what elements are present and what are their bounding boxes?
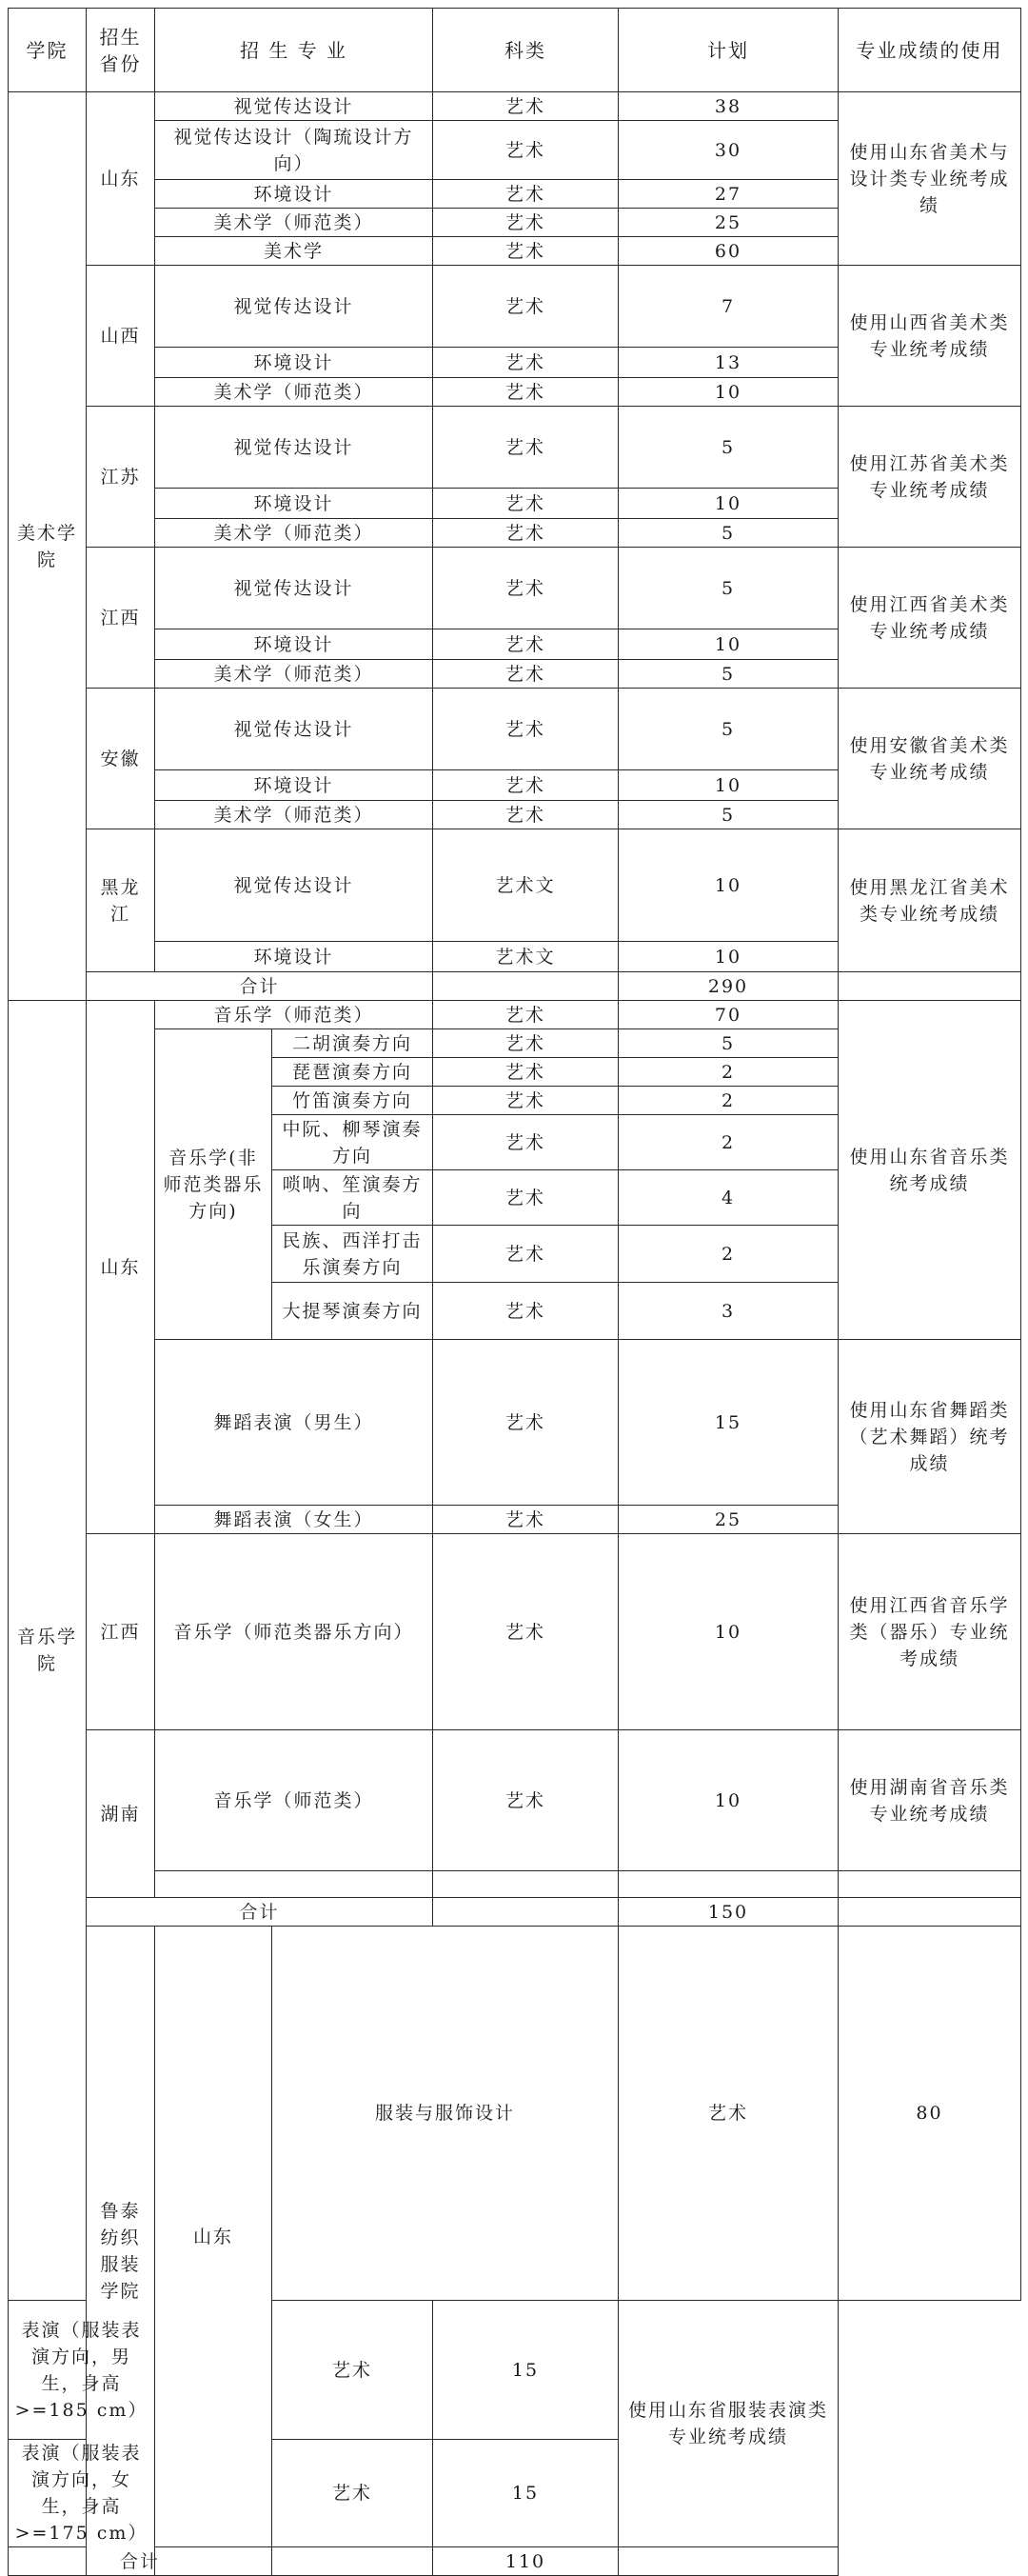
spacer-cell [619,1871,839,1898]
major-cell: 音乐学（师范类） [155,1730,433,1871]
major-cell: 环境设计 [155,629,433,660]
category-cell: 艺术 [433,1506,619,1534]
plan-cell: 5 [619,1029,839,1058]
table-row [9,1871,1021,1898]
usage-cell: 使用黑龙江省美术类专业统考成绩 [839,829,1021,972]
major-cell: 表演（服装表演方向，男生，身高>=185 cm） [9,2301,155,2440]
direction-cell: 琵琶演奏方向 [272,1058,433,1087]
province-name: 湖南 [87,1730,155,1898]
plan-cell: 3 [619,1283,839,1340]
plan-cell: 5 [619,801,839,829]
major-cell: 环境设计 [155,348,433,378]
category-cell: 艺术 [433,1340,619,1506]
spacer-cell [155,1871,433,1898]
major-cell: 表演（服装表演方向，女生，身高>=175 cm） [9,2440,155,2547]
province-name: 江西 [87,548,155,689]
table-row [9,266,1021,348]
total-usage-empty [839,972,1021,1001]
province-name: 江西 [87,1534,155,1730]
plan-cell: 4 [619,1170,839,1226]
usage-cell: 使用江苏省美术类专业统考成绩 [839,407,1021,548]
plan-cell: 80 [839,1927,1021,2301]
total-usage-empty [839,1898,1021,1927]
category-cell: 艺术 [433,121,619,180]
major-cell: 舞蹈表演（女生） [155,1506,433,1534]
header-major: 招 生 专 业 [155,9,433,92]
admission-plan-document [8,8,1020,2572]
major-cell: 环境设计 [155,489,433,519]
college-name: 鲁泰纺织服装学院 [87,1927,155,2576]
major-cell: 视觉传达设计（陶琉设计方向） [155,121,433,180]
usage-cell: 使用江西省音乐学类（器乐）专业统考成绩 [839,1534,1021,1730]
category-cell: 艺术 [433,348,619,378]
header-province: 招生省份 [87,9,155,92]
major-cell: 音乐学（师范类器乐方向） [155,1534,433,1730]
total-row [9,972,1021,1001]
major-cell: 美术学（师范类） [155,519,433,548]
table-row [9,407,1021,489]
plan-cell: 15 [433,2440,619,2547]
category-cell: 艺术 [433,92,619,121]
major-cell: 环境设计 [155,770,433,801]
major-cell: 音乐学（师范类） [155,1001,433,1029]
category-cell: 艺术 [433,1534,619,1730]
total-usage-empty [619,2547,839,2576]
direction-cell: 唢呐、笙演奏方向 [272,1170,433,1226]
major-cell: 美术学（师范类） [155,209,433,237]
table-row [9,1001,1021,1029]
spacer-cell [839,1871,1021,1898]
usage-cell: 使用山东省服装表演类专业统考成绩 [619,2301,839,2547]
direction-cell: 二胡演奏方向 [272,1029,433,1058]
category-cell: 艺术 [433,1283,619,1340]
usage-cell: 使用山西省美术类专业统考成绩 [839,266,1021,407]
province-name: 江苏 [87,407,155,548]
table-row [9,1730,1021,1871]
direction-cell: 民族、西洋打击乐演奏方向 [272,1226,433,1283]
header-college: 学院 [9,9,87,92]
category-cell: 艺术 [433,1226,619,1283]
plan-cell: 15 [433,2301,619,2440]
plan-cell: 2 [619,1115,839,1170]
plan-cell: 7 [619,266,839,348]
category-cell: 艺术 [433,1029,619,1058]
category-cell: 艺术 [433,180,619,209]
plan-cell: 10 [619,770,839,801]
usage-cell: 使用湖南省音乐类专业统考成绩 [839,1730,1021,1871]
header-category: 科类 [433,9,619,92]
total-value: 110 [433,2547,619,2576]
category-cell: 艺术 [433,1115,619,1170]
province-name: 黑龙江 [87,829,155,972]
province-name: 山东 [87,92,155,266]
category-cell: 艺术 [433,1730,619,1871]
province-name: 山东 [87,1001,155,1534]
category-cell: 艺术 [433,1001,619,1029]
major-cell: 环境设计 [155,180,433,209]
plan-cell: 15 [619,1340,839,1506]
province-name: 安徽 [87,689,155,829]
plan-cell: 10 [619,629,839,660]
total-category-empty [433,1898,619,1927]
category-cell: 艺术 [433,1058,619,1087]
usage-cell: 使用山东省美术与设计类专业统考成绩 [839,92,1021,266]
major-cell: 美术学 [155,237,433,266]
total-label: 合计 [9,2547,272,2576]
plan-cell: 5 [619,519,839,548]
table-row [9,1534,1021,1730]
category-cell: 艺术 [433,801,619,829]
table-row [9,689,1021,770]
category-cell: 艺术 [433,548,619,629]
instrument-group-label: 音乐学(非师范类器乐方向) [155,1029,272,1340]
major-cell: 视觉传达设计 [155,548,433,629]
table-row [9,92,1021,121]
direction-cell: 大提琴演奏方向 [272,1283,433,1340]
total-value: 290 [619,972,839,1001]
total-row [9,2547,1021,2576]
major-cell: 视觉传达设计 [155,407,433,489]
plan-cell: 10 [619,1730,839,1871]
category-cell: 艺术 [433,209,619,237]
category-cell: 艺术 [433,407,619,489]
major-cell: 环境设计 [155,942,433,972]
plan-cell: 30 [619,121,839,180]
college-name: 美术学院 [9,92,87,1001]
plan-cell: 10 [619,378,839,407]
total-label: 合计 [87,972,433,1001]
category-cell: 艺术 [619,1927,839,2301]
table-row [9,548,1021,629]
total-row [9,1898,1021,1927]
direction-cell: 中阮、柳琴演奏方向 [272,1115,433,1170]
plan-cell: 27 [619,180,839,209]
plan-cell: 5 [619,548,839,629]
header-usage: 专业成绩的使用 [839,9,1021,92]
category-cell: 艺术 [433,629,619,660]
plan-cell: 13 [619,348,839,378]
usage-cell: 使用山东省舞蹈类（艺术舞蹈）统考成绩 [839,1340,1021,1534]
plan-cell: 10 [619,1534,839,1730]
major-cell: 视觉传达设计 [155,92,433,121]
plan-cell: 25 [619,1506,839,1534]
plan-cell: 5 [619,660,839,689]
major-cell: 美术学（师范类） [155,660,433,689]
direction-cell: 竹笛演奏方向 [272,1087,433,1115]
category-cell: 艺术 [433,237,619,266]
usage-cell: 使用安徽省美术类专业统考成绩 [839,689,1021,829]
total-value: 150 [619,1898,839,1927]
category-cell: 艺术 [272,2301,433,2440]
plan-cell: 25 [619,209,839,237]
plan-cell: 2 [619,1058,839,1087]
spacer-cell [433,1871,619,1898]
plan-cell: 10 [619,829,839,942]
province-name: 山西 [87,266,155,407]
total-category-empty [272,2547,433,2576]
usage-cell: 使用山东省音乐类统考成绩 [839,1001,1021,1340]
category-cell: 艺术 [433,689,619,770]
category-cell: 艺术 [433,378,619,407]
plan-cell: 70 [619,1001,839,1029]
province-name: 山东 [155,1927,272,2547]
category-cell: 艺术 [433,489,619,519]
major-cell: 舞蹈表演（男生） [155,1340,433,1506]
category-cell: 艺术 [433,1170,619,1226]
table-row [9,829,1021,942]
category-cell: 艺术 [433,266,619,348]
header-plan: 计划 [619,9,839,92]
plan-cell: 38 [619,92,839,121]
plan-cell: 60 [619,237,839,266]
category-cell: 艺术 [272,2440,433,2547]
plan-cell: 10 [619,942,839,972]
plan-cell: 5 [619,407,839,489]
category-cell: 艺术文 [433,829,619,942]
category-cell: 艺术 [433,1087,619,1115]
header-row [9,9,1021,92]
major-cell: 美术学（师范类） [155,378,433,407]
total-label: 合计 [87,1898,433,1927]
category-cell: 艺术 [433,519,619,548]
college-name: 音乐学院 [9,1001,87,2301]
plan-cell: 2 [619,1226,839,1283]
plan-cell: 10 [619,489,839,519]
major-cell: 视觉传达设计 [155,266,433,348]
plan-cell: 5 [619,689,839,770]
admission-plan-table [8,8,1021,2576]
total-category-empty [433,972,619,1001]
category-cell: 艺术 [433,770,619,801]
major-cell: 美术学（师范类） [155,801,433,829]
usage-cell: 使用江西省美术类专业统考成绩 [839,548,1021,689]
plan-cell: 2 [619,1087,839,1115]
major-cell: 视觉传达设计 [155,829,433,942]
major-cell: 视觉传达设计 [155,689,433,770]
major-cell: 服装与服饰设计 [272,1927,619,2301]
table-row [9,1927,1021,2301]
category-cell: 艺术 [433,660,619,689]
category-cell: 艺术文 [433,942,619,972]
table-row [9,1340,1021,1506]
